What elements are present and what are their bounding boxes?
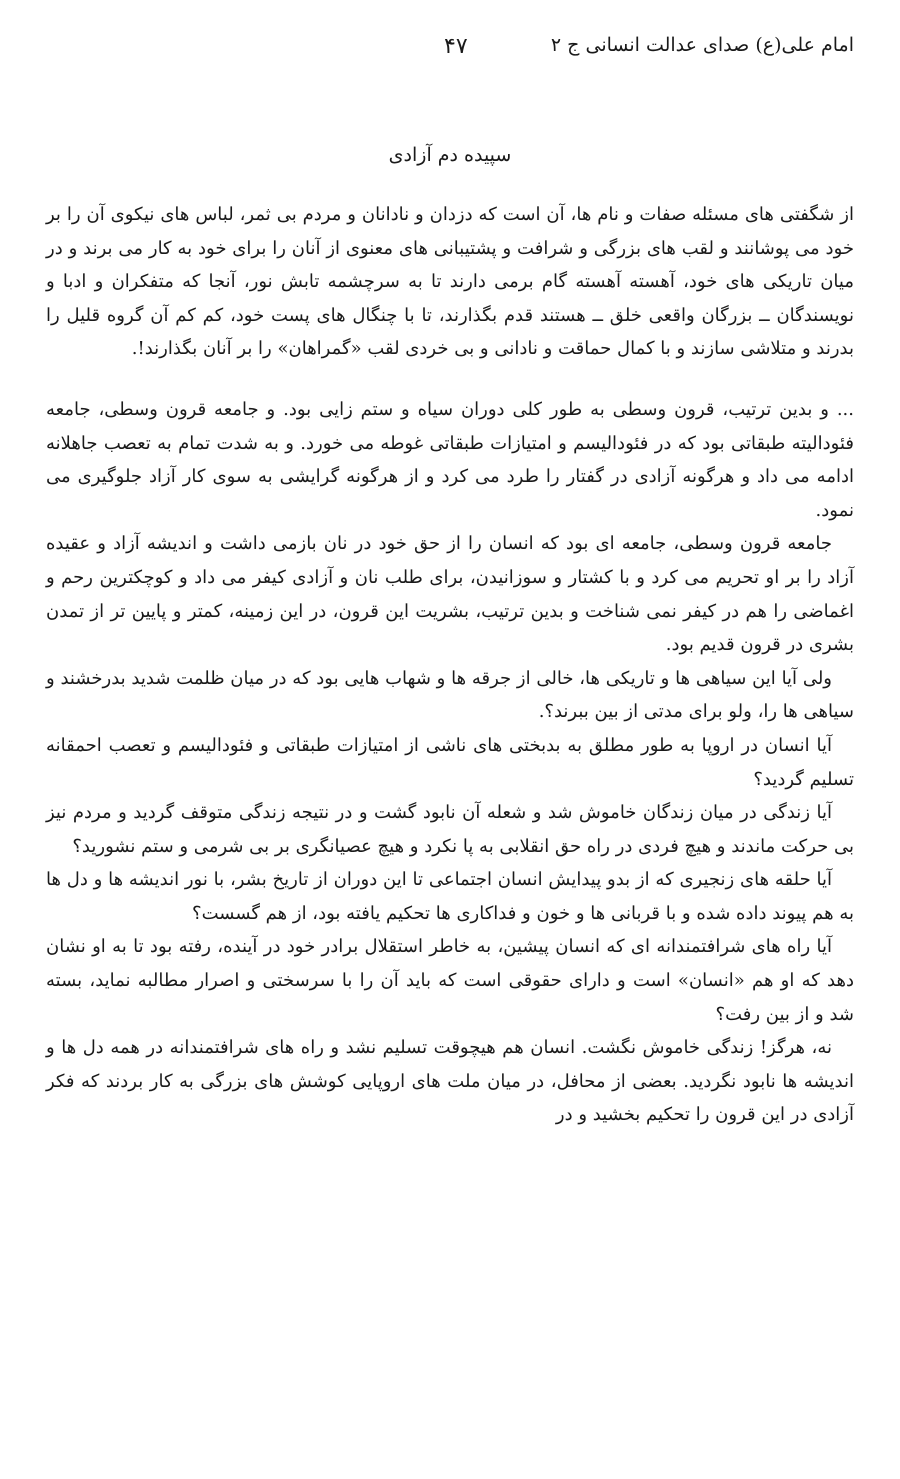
body-text: [46, 198, 854, 1132]
book-title: امام علی(ع) صدای عدالت انسانی ج ۲: [550, 34, 854, 56]
paragraph: آیا حلقه های زنجیری که از بدو پیدایش انسان اجتماعی تا این دوران از تاریخ بشر، با نور اندیشه ها و دل ها به هم پیوند داده شده و با قربانی ها و خون و فداکاری ها تحکیم یافته بود، از هم گسست؟: [46, 869, 854, 924]
paragraph: نه، هرگز! زندگی خاموش نگشت. انسان هم هیچوقت تسلیم نشد و راه های شرافتمندانه در همه دل ها و اندیشه ها نابود نگردید. بعضی از محافل، در میان ملت های اروپایی کوشش های بزرگی به کار بردند که فکر آزادی در این قرون را تحکیم بخشید و در: [46, 1037, 854, 1126]
running-header: [46, 34, 854, 66]
page-number: ۴۷: [444, 34, 468, 59]
paragraph: ... و بدین ترتیب، قرون وسطی به طور کلی دوران سیاه و ستم زایی بود. و جامعه قرون وسطی، جامعه فئودالیته طبقاتی بود که در فئودالیسم و امتیازات طبقاتی غوطه می خورد. و به شدت تمام به تعصب جاهلانه ادامه می داد و هرگونه آزادی در گفتار را طرد می کرد و از هرگونه گرایشی به سوی کار آزاد جلوگیری می نمود.: [46, 398, 854, 521]
section-title: سپیده دم آزادی: [388, 144, 512, 166]
paragraph: آیا راه های شرافتمندانه ای که انسان پیشین، به خاطر استقلال برادر خود در آینده، رفته بود تا به او نشان دهد که او هم «انسان» است و دارای حقوقی است که باید آن را با سرسختی و اصرار مطالبه نماید، بسته شد و از بین رفت؟: [46, 936, 854, 1025]
paragraph: آیا انسان در اروپا به طور مطلق به بدبختی های ناشی از امتیازات طبقاتی و فئودالیسم و تعصب احمقانه تسلیم گردید؟: [46, 734, 854, 790]
paragraph: جامعه قرون وسطی، جامعه ای بود که انسان را از حق خود در نان بازمی داشت و اندیشه آزاد و عقیده آزاد را بر او تحریم می کرد و با کشتار و سوزانیدن، برای طلب نان و آزادی کیفر می داد و کوچکترین رحم و اغماضی را هم در کیفر نمی شناخت و بدین ترتیب، بشریت این قرون، در این زمینه، کمتر و پایین تر از تمدن بشری در قرون قدیم بود.: [46, 533, 854, 656]
paragraph: آیا زندگی در میان زندگان خاموش شد و شعله آن نابود گشت و در نتیجه زندگی متوقف گردید و مردم نیز بی حرکت ماندند و هیچ فردی در راه حق انقلابی به پا نکرد و هیچ عصیانگری بر بی شرمی و ستم نشورید؟: [46, 802, 854, 857]
paragraph: از شگفتی های مسئله صفات و نام ها، آن است که دزدان و نادانان و مردم بی ثمر، لباس های نیکوی آن را بر خود می پوشانند و لقب های بزرگی و شرافت و پشتیبانی های معنوی از آنان را برای خود به کار می برند و در میان تاریکی های خود، آهسته آهسته گام برمی دارند تا به سرچشمه تابش نور، آنجا که متفکران و ادبا و نویسندگان ــ بزرگان واقعی خلق ــ هستند قدم بگذارند، تا با چنگال های پست خود، کم کم آن گروه قلیل را بدرند و متلاشی سازند و با کمال حماقت و نادانی و بی خردی لقب «گمراهان» را بر آنان بگذارند!.: [46, 204, 854, 360]
paragraph: ولی آیا این سیاهی ها و تاریکی ها، خالی از جرقه ها و شهاب هایی بود که در میان ظلمت شدید بدرخشند و سیاهی ها را، ولو برای مدتی از بین ببرند؟.: [46, 667, 854, 723]
